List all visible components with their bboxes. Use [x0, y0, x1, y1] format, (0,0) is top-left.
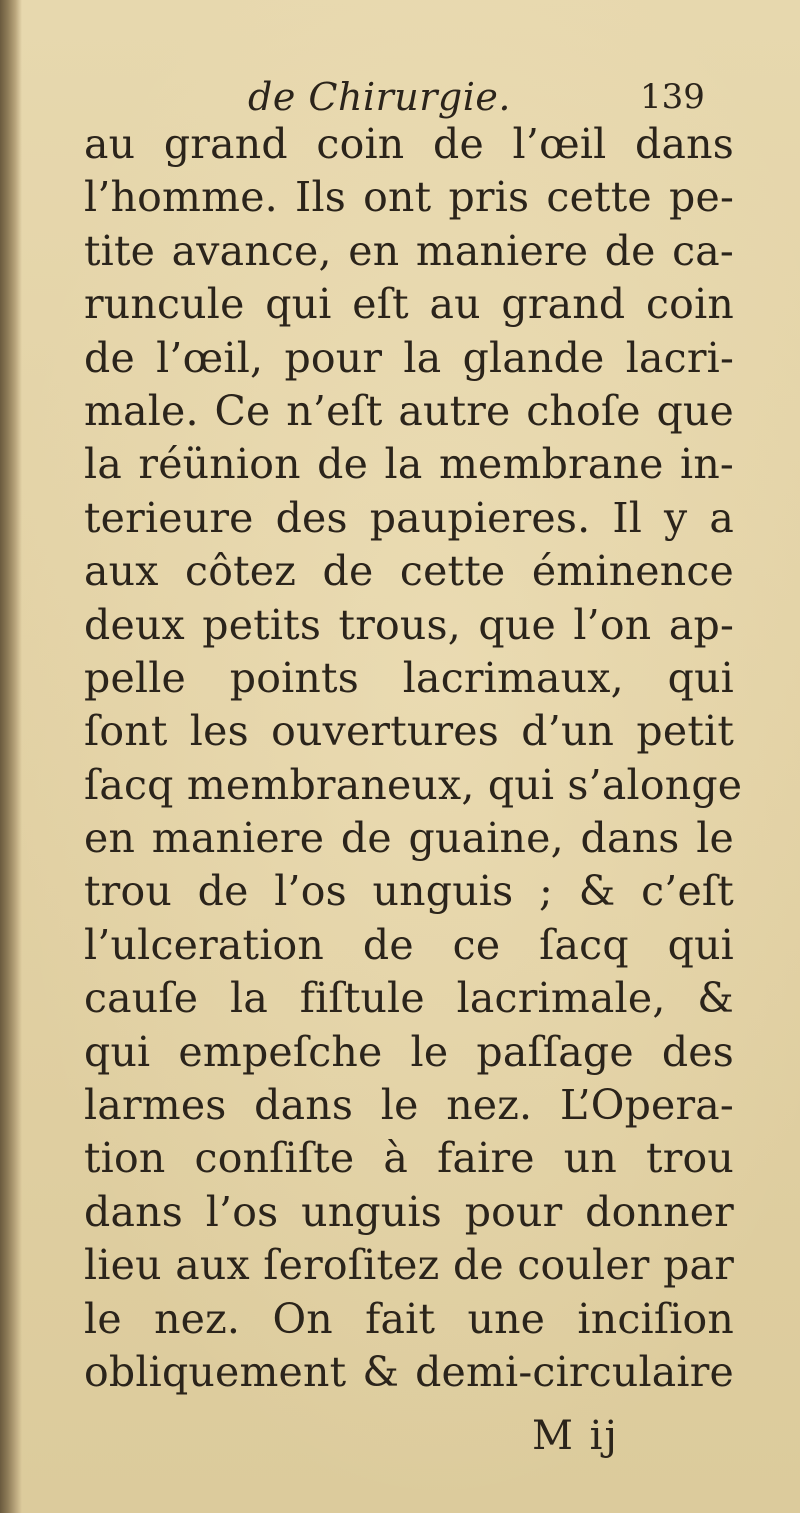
page-number: 139: [640, 77, 705, 117]
signature-mark: M ij: [532, 1413, 619, 1459]
text-line: l’ulceration de ce ſacq qui: [84, 920, 734, 969]
body-text: [84, 118, 743, 1399]
text-line: ſont les ouvertures d’un petit: [84, 707, 734, 756]
page-header: [0, 72, 800, 122]
running-head: de Chirurgie.: [248, 75, 511, 119]
text-line: dans l’os unguis pour donner: [84, 1187, 734, 1236]
text-line: deux petits trous, que l’on ap-: [84, 600, 734, 649]
text-line: le nez. On fait une inciſion: [84, 1294, 734, 1343]
text-line: cauſe la fiſtule lacrimale, &: [84, 974, 734, 1023]
text-line: ſacq membraneux, qui s’alonge: [84, 760, 743, 809]
text-line: tite avance, en maniere de ca-: [84, 226, 734, 275]
text-line: runcule qui eſt au grand coin: [84, 280, 734, 329]
text-line: lieu aux ſeroſitez de couler par: [84, 1241, 734, 1290]
text-line: tion conſiſte à faire un trou: [84, 1134, 734, 1183]
text-line: terieure des paupieres. Il y a: [84, 493, 734, 542]
text-line: obliquement & demi-circulaire: [84, 1347, 734, 1396]
page-binding-edge: [0, 0, 22, 1513]
text-line: de l’œil, pour la glande lacri-: [84, 333, 734, 382]
text-line: en maniere de guaine, dans le: [84, 814, 734, 863]
text-line: pelle points lacrimaux, qui: [84, 653, 734, 702]
text-line: larmes dans le nez. L’Opera-: [84, 1081, 734, 1130]
text-line: male. Ce n’eſt autre choſe que: [84, 386, 734, 435]
text-line: trou de l’os unguis ; & c’eſt: [84, 867, 734, 916]
text-line: qui empeſche le paſſage des: [84, 1027, 734, 1076]
text-line: aux côtez de cette éminence: [84, 547, 734, 596]
text-line: la réünion de la membrane in-: [84, 440, 734, 489]
text-line: l’homme. Ils ont pris cette pe-: [84, 173, 734, 222]
text-line: au grand coin de l’œil dans: [84, 120, 734, 168]
